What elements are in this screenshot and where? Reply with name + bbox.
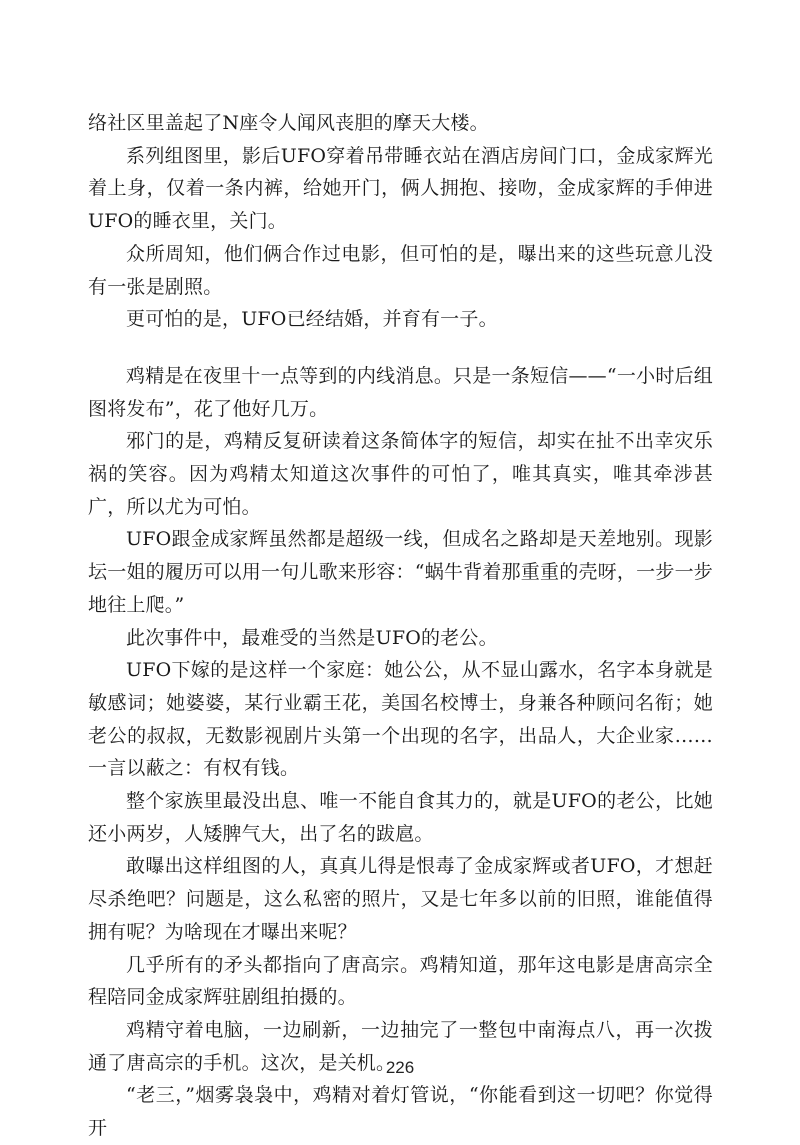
paragraph-5: 鸡精是在夜里十一点等到的内线消息。只是一条短信——“一小时后组图将发布”，花了他好几万。 [88,364,713,420]
paragraph-3: 众所周知，他们俩合作过电影，但可怕的是，曝出来的这些玩意儿没有一张是剧照。 [88,242,713,298]
paragraph-4: 更可怕的是，UFO已经结婚，并育有一子。 [126,308,498,331]
paragraph-14: “老三，”烟雾袅袅中，鸡精对着灯管说，“你能看到这一切吧？你觉得开 [88,1084,713,1140]
paragraph-11: 敢曝出这样组图的人，真真儿得是恨毒了金成家辉或者UFO，才想赶尽杀绝吧？问题是，这么私密的照片，又是七年多以前的旧照，谁能值得拥有呢？为啥现在才曝出来呢？ [88,855,713,943]
book-page-body [88,107,713,1145]
paragraph-7: UFO跟金成家辉虽然都是超级一线，但成名之路却是天差地别。现影坛一姐的履历可以用一句儿歌来形容：“蜗牛背着那重重的壳呀，一步一步地往上爬。” [88,528,713,616]
paragraph-10: 整个家族里最没出息、唯一不能自食其力的，就是UFO的老公，比她还小两岁，人矮脾气大，出了名的跋扈。 [88,790,713,845]
paragraph-13: 鸡精守着电脑，一边刷新，一边抽完了一整包中南海点八，再一次拨通了唐高宗的手机。这次，是关机。 [88,1018,713,1074]
paragraph-9: UFO下嫁的是这样一个家庭：她公公，从不显山露水，名字本身就是敏感词；她婆婆，某行业霸王花，美国名校博士，身兼各种顾问名衔；她老公的叔叔，无数影视剧片头第一个出现的名字，出品人，大企业家……一言以蔽之：有权有钱。 [88,659,713,780]
paragraph-2: 系列组图里，影后UFO穿着吊带睡衣站在酒店房间门口，金成家辉光着上身，仅着一条内裤，给她开门，俩人拥抱、接吻，金成家辉的手伸进UFO的睡衣里，关门。 [88,144,713,233]
page-number: 226 [385,1058,415,1077]
section-break [88,336,713,360]
paragraph-8: 此次事件中，最难受的当然是UFO的老公。 [126,626,498,649]
paragraph-1: 络社区里盖起了N座令人闻风丧胆的摩天大楼。 [88,112,489,134]
paragraph-6: 邪门的是，鸡精反复研读着这条简体字的短信，却实在扯不出幸灾乐祸的笑容。因为鸡精太知道这次事件的可怕了，唯其真实，唯其牵涉甚广，所以尤为可怕。 [88,430,713,518]
paragraph-12: 几乎所有的矛头都指向了唐高宗。鸡精知道，那年这电影是唐高宗全程陪同金成家辉驻剧组拍摄的。 [88,953,713,1009]
